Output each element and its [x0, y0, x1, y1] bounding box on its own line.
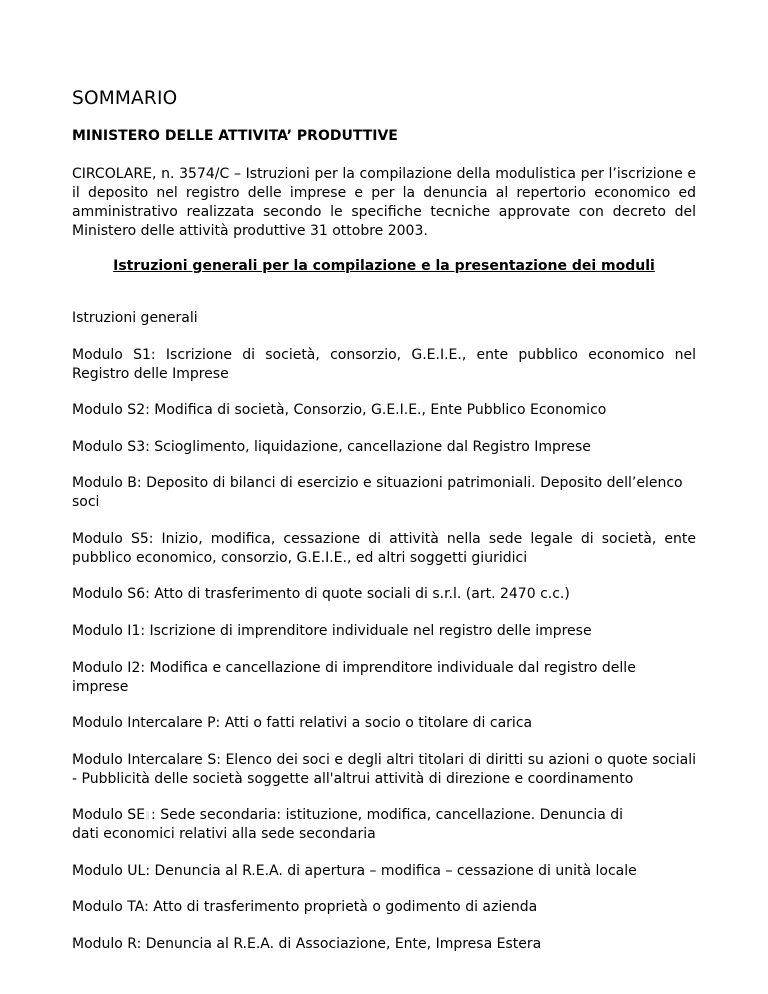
list-item-modulo-s1: Modulo S1: Iscrizione di società, consorzio, G.E.I.E., ente pubblico economico nel Registro delle Imprese [72, 346, 696, 382]
section-heading: Istruzioni generali per la compilazione e la presentazione dei moduli [113, 258, 655, 274]
list-item-modulo-s3: Modulo S3: Scioglimento, liquidazione, cancellazione dal Registro Imprese [72, 438, 591, 455]
list-item-modulo-s2: Modulo S2: Modifica di società, Consorzio, G.E.I.E., Ente Pubblico Economico [72, 402, 607, 419]
modulo-se-prefix: Modulo SE [72, 807, 146, 824]
list-item-modulo-b: Modulo B: Deposito di bilanci di esercizio e situazioni patrimoniali. Deposito dell’elenco soci [72, 475, 683, 511]
list-item-modulo-ta: Modulo TA: Atto di trasferimento proprietà o godimento di azienda [72, 899, 538, 916]
list-item-modulo-s6: Modulo S6: Atto di trasferimento di quote sociali di s.r.l. (art. 2470 c.c.) [72, 586, 570, 603]
modulo-se-line1: : Sede secondaria: istituzione, modifica, cancellazione. Denuncia di [151, 807, 624, 824]
list-item-modulo-ul: Modulo UL: Denuncia al R.E.A. di apertura – modifica – cessazione di unità locale [72, 862, 637, 879]
list-item-modulo-intercalare-p: Modulo Intercalare P: Atti o fatti relativi a socio o titolare di carica [72, 715, 533, 732]
list-item-modulo-i1: Modulo I1: Iscrizione di imprenditore individuale nel registro delle imprese [72, 623, 592, 639]
modulo-se-line2: dati economici relativi alla sede secondaria [72, 826, 376, 843]
list-item-istruzioni-generali: Istruzioni generali [72, 310, 198, 326]
list-item-modulo-r: Modulo R: Denuncia al R.E.A. di Associazione, Ente, Impresa Estera [72, 936, 542, 952]
list-item-modulo-i2: Modulo I2: Modifica e cancellazione di imprenditore individuale dal registro delle imprese [72, 659, 636, 695]
ministry-heading: MINISTERO DELLE ATTIVITA’ PRODUTTIVE [72, 128, 398, 144]
list-item-modulo-se [72, 806, 696, 844]
page-title: SOMMARIO [72, 88, 178, 109]
list-item-modulo-intercalare-s: Modulo Intercalare S: Elenco dei soci e degli altri titolari di diritti su azioni o quote sociali - Pubblicità delle società soggette all'altrui attività di direzione e coordinamento [72, 751, 696, 787]
circolare-paragraph: CIRCOLARE, n. 3574/C – Istruzioni per la compilazione della modulistica per l’iscrizione e il deposito nel registro delle imprese e per la denuncia al repertorio economico ed amministrativo realizzata secondo le specifiche tecniche approvate con decreto del Ministero delle attività produttive 31 ottobre 2003. [72, 166, 696, 239]
list-item-modulo-s5: Modulo S5: Inizio, modifica, cessazione di attività nella sede legale di società, ente pubblico economico, consorzio, G.E.I.E., ed altri soggetti giuridici [72, 530, 696, 566]
missing-glyph-icon [146, 811, 149, 820]
